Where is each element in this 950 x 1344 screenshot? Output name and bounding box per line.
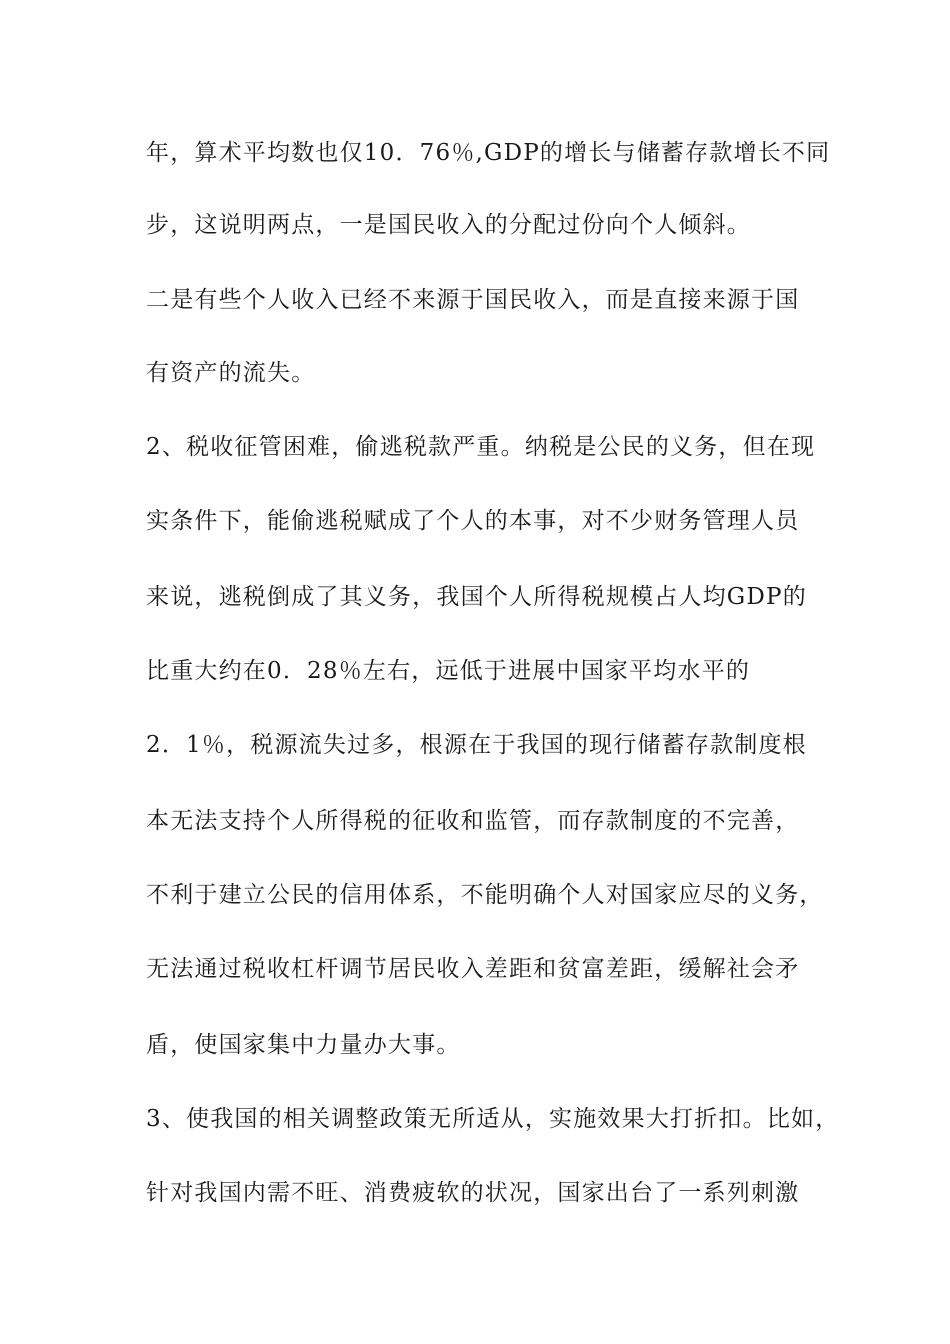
text-line: 有资产的流失。 bbox=[146, 360, 316, 386]
text-line: 不利于建立公民的信用体系，不能明确个人对国家应尽的义务， bbox=[146, 882, 824, 908]
text-line: 二是有些个人收入已经不来源于国民收入，而是直接来源于国 bbox=[146, 287, 800, 313]
text-line: 来说，逃税倒成了其义务，我国个人所得税规模占人均GDP的 bbox=[146, 584, 807, 610]
text-line: 2、税收征管困难，偷逃税款严重。纳税是公民的义务，但在现 bbox=[146, 434, 816, 460]
text-line: 本无法支持个人所得税的征收和监管，而存款制度的不完善， bbox=[146, 808, 800, 834]
text-line: 针对我国内需不旺、消费疲软的状况，国家出台了一系列刺激 bbox=[146, 1180, 800, 1206]
text-line: 步，这说明两点，一是国民收入的分配过份向个人倾斜。 bbox=[146, 212, 751, 238]
text-line: 比重大约在0．28％左右，远低于进展中国家平均水平的 bbox=[146, 658, 751, 684]
text-line: 无法通过税收杠杆调节居民收入差距和贫富差距，缓解社会矛 bbox=[146, 956, 800, 982]
text-line: 2．1％，税源流失过多，根源在于我国的现行储蓄存款制度根 bbox=[146, 732, 807, 758]
text-line: 年，算术平均数也仅10．76％,GDP的增长与储蓄存款增长不同 bbox=[146, 140, 831, 166]
text-line: 3、使我国的相关调整政策无所适从，实施效果大打折扣。比如， bbox=[146, 1106, 840, 1132]
text-line: 盾，使国家集中力量办大事。 bbox=[146, 1032, 461, 1058]
text-line: 实条件下，能偷逃税赋成了个人的本事，对不少财务管理人员 bbox=[146, 508, 800, 534]
